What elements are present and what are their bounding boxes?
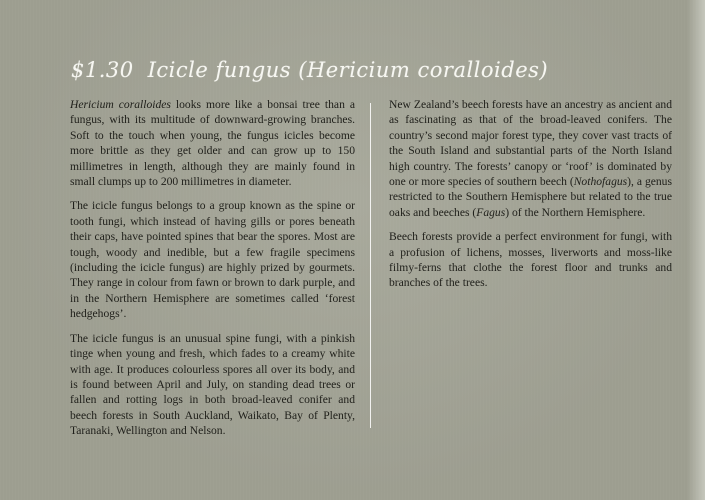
- right-paragraph-1: [389, 97, 672, 220]
- column-divider: [370, 103, 371, 428]
- left-paragraph-3: The icicle fungus is an unusual spine fungi, with a pinkish tinge when young and fresh, which fades to a creamy white with age. It produces colourless spores all over its body, and is found between April and July, on standing dead trees or fallen and rotting logs in both broad-leaved conifer and beech forests in South Auckland, Waikato, Bay of Plenty, Taranaki, Wellington and Nelson.: [70, 331, 355, 438]
- page-heading: [71, 58, 671, 82]
- right-paragraph-1-text-b: ), a genus restricted to the Southern Hemisphere but related to the true oaks and beeches (: [389, 175, 672, 219]
- stamp-title: Icicle fungus (Hericium coralloides): [147, 58, 549, 82]
- left-text-column: [70, 97, 355, 448]
- left-paragraph-1: [70, 97, 355, 189]
- genus-fagus-italic: Fagus: [476, 205, 506, 219]
- page-edge-highlight: [687, 0, 705, 500]
- left-paragraph-1-text: looks more like a bonsai tree than a fungus, with its multitude of downward-growing branches. Soft to the touch when young, the fungus icicles become more brittle as they get older and can grow up to 150 millimetres in length, although they are mainly found in small clumps up to 200 millimetres in diameter.: [70, 98, 355, 189]
- stamp-price: $1.30: [71, 58, 134, 82]
- right-paragraph-1-text-a: New Zealand’s beech forests have an ancestry as ancient and as fascinating as that of the broad-leaved conifers. The country’s second major forest type, they cover vast tracts of the South Island and substantial parts of the North Island high country. The forests’ canopy or ‘roof’ is dominated by one or more species of southern beech (: [389, 98, 672, 189]
- right-paragraph-2: Beech forests provide a perfect environment for fungi, with a profusion of lichens, mosses, liverworts and moss-like filmy-ferns that clothe the forest floor and trunks and branches of the trees.: [389, 230, 672, 290]
- right-text-column: [389, 97, 672, 300]
- right-paragraph-1-text-c: ) of the Northern Hemisphere.: [505, 205, 646, 219]
- species-name-italic: Hericium coralloides: [70, 98, 171, 111]
- genus-nothofagus-italic: Nothofagus: [573, 175, 628, 189]
- left-paragraph-2: The icicle fungus belongs to a group known as the spine or tooth fungi, which instead of having gills or pores beneath their caps, have pointed spines that bear the spores. Most are tough, woody and inedible, but a few fragile specimens (including the icicle fungus) are highly prized by gourmets. They range in colour from fawn or brown to dark purple, and in the Northern Hemisphere are sometimes called ‘forest hedgehogs’.: [70, 199, 355, 321]
